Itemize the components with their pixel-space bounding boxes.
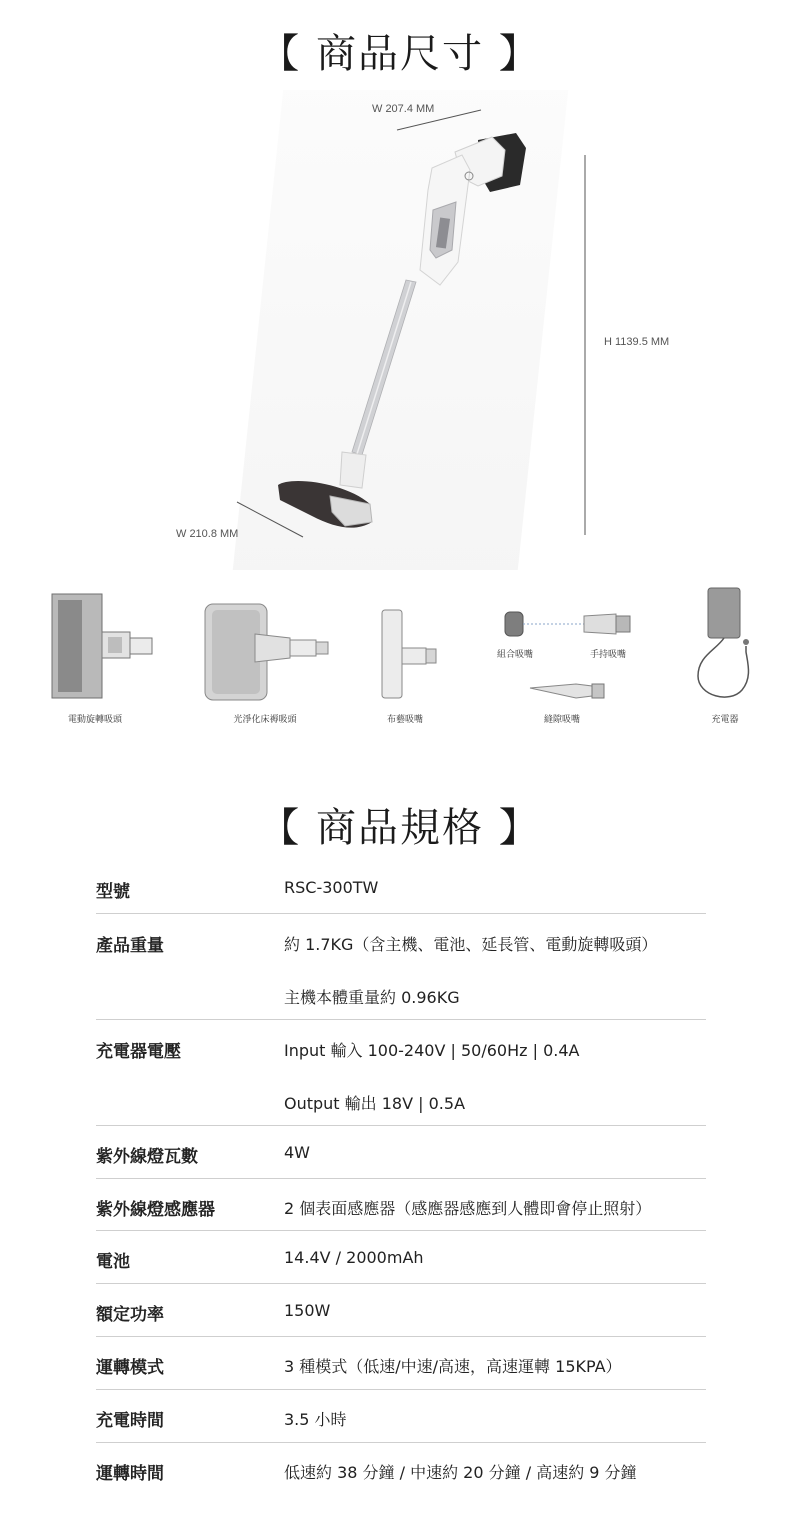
width-top-label: W 207.4 MM bbox=[372, 103, 435, 115]
accessory-label-combo: 組合吸嘴 bbox=[496, 650, 533, 660]
accessory-label-uv-mattress: 光淨化床褥吸頭 bbox=[233, 715, 297, 725]
width-bottom-line bbox=[237, 502, 303, 537]
handheld-nozzle-icon bbox=[584, 614, 630, 634]
spec-row-uv-sensor bbox=[96, 1179, 706, 1231]
spec-value: 主機本體重量約 0.96KG bbox=[284, 988, 460, 1007]
spec-value: Input 輸入 100-240V | 50/60Hz | 0.4A bbox=[284, 1041, 580, 1060]
spec-value: 2 個表面感應器（感應器感應到人體即會停止照射） bbox=[284, 1199, 652, 1218]
accessory-label-charger: 充電器 bbox=[711, 715, 739, 725]
spec-value: 3.5 小時 bbox=[284, 1410, 347, 1429]
spec-row-weight bbox=[96, 914, 706, 1020]
spec-label: 產品重量 bbox=[96, 936, 164, 956]
combo-nozzle-icon bbox=[505, 612, 584, 636]
spec-row-rated-power bbox=[96, 1284, 706, 1337]
spec-value: 3 種模式（低速/中速/高速，高速運轉 15KPA） bbox=[284, 1357, 622, 1376]
fabric-nozzle-icon bbox=[382, 610, 436, 698]
height-label: H 1139.5 MM bbox=[604, 336, 670, 348]
electric-brush-icon bbox=[52, 594, 152, 698]
spec-value: 約 1.7KG（含主機、電池、延長管、電動旋轉吸頭） bbox=[284, 935, 658, 954]
crevice-nozzle-icon bbox=[530, 684, 604, 698]
spec-label: 額定功率 bbox=[96, 1305, 164, 1325]
spec-value: RSC-300TW bbox=[284, 878, 379, 897]
width-bottom-label: W 210.8 MM bbox=[176, 528, 239, 540]
spec-label: 運轉模式 bbox=[96, 1358, 164, 1378]
uv-mattress-icon bbox=[205, 604, 328, 700]
spec-row-uv-wattage bbox=[96, 1126, 706, 1179]
spec-row-model bbox=[96, 861, 706, 914]
spec-label: 紫外線燈瓦數 bbox=[96, 1147, 198, 1167]
spec-label: 運轉時間 bbox=[96, 1464, 164, 1484]
spec-value: Output 輸出 18V | 0.5A bbox=[284, 1094, 466, 1113]
spec-value: 150W bbox=[284, 1301, 331, 1320]
spec-value: 4W bbox=[284, 1143, 310, 1162]
charger-icon bbox=[698, 588, 749, 697]
spec-label: 電池 bbox=[96, 1252, 130, 1272]
width-top-line bbox=[397, 110, 481, 130]
spec-title: 【 商品規格 】 bbox=[259, 805, 541, 851]
vacuum-illustration bbox=[0, 0, 800, 580]
dimensions-title: 【 商品尺寸 】 bbox=[259, 31, 541, 77]
spec-row-run-time bbox=[96, 1443, 706, 1496]
spec-label: 型號 bbox=[96, 882, 130, 902]
spec-row-charging-time bbox=[96, 1390, 706, 1443]
spec-row-battery bbox=[96, 1231, 706, 1284]
spec-label: 充電時間 bbox=[96, 1411, 164, 1431]
spec-value: 低速約 38 分鐘 / 中速約 20 分鐘 / 高速約 9 分鐘 bbox=[284, 1463, 637, 1482]
accessory-label-crevice: 縫隙吸嘴 bbox=[543, 715, 580, 725]
spec-label: 充電器電壓 bbox=[96, 1042, 181, 1062]
accessory-label-fabric: 布藝吸嘴 bbox=[386, 715, 423, 725]
spec-value: 14.4V / 2000mAh bbox=[284, 1248, 424, 1267]
accessory-label-electric-brush: 電動旋轉吸頭 bbox=[67, 715, 122, 725]
spec-row-operating-mode bbox=[96, 1337, 706, 1390]
spec-row-charger-voltage bbox=[96, 1020, 706, 1126]
spec-label: 紫外線燈感應器 bbox=[96, 1200, 215, 1220]
accessory-label-handheld: 手持吸嘴 bbox=[589, 650, 626, 660]
accessories-illustration bbox=[0, 580, 800, 730]
